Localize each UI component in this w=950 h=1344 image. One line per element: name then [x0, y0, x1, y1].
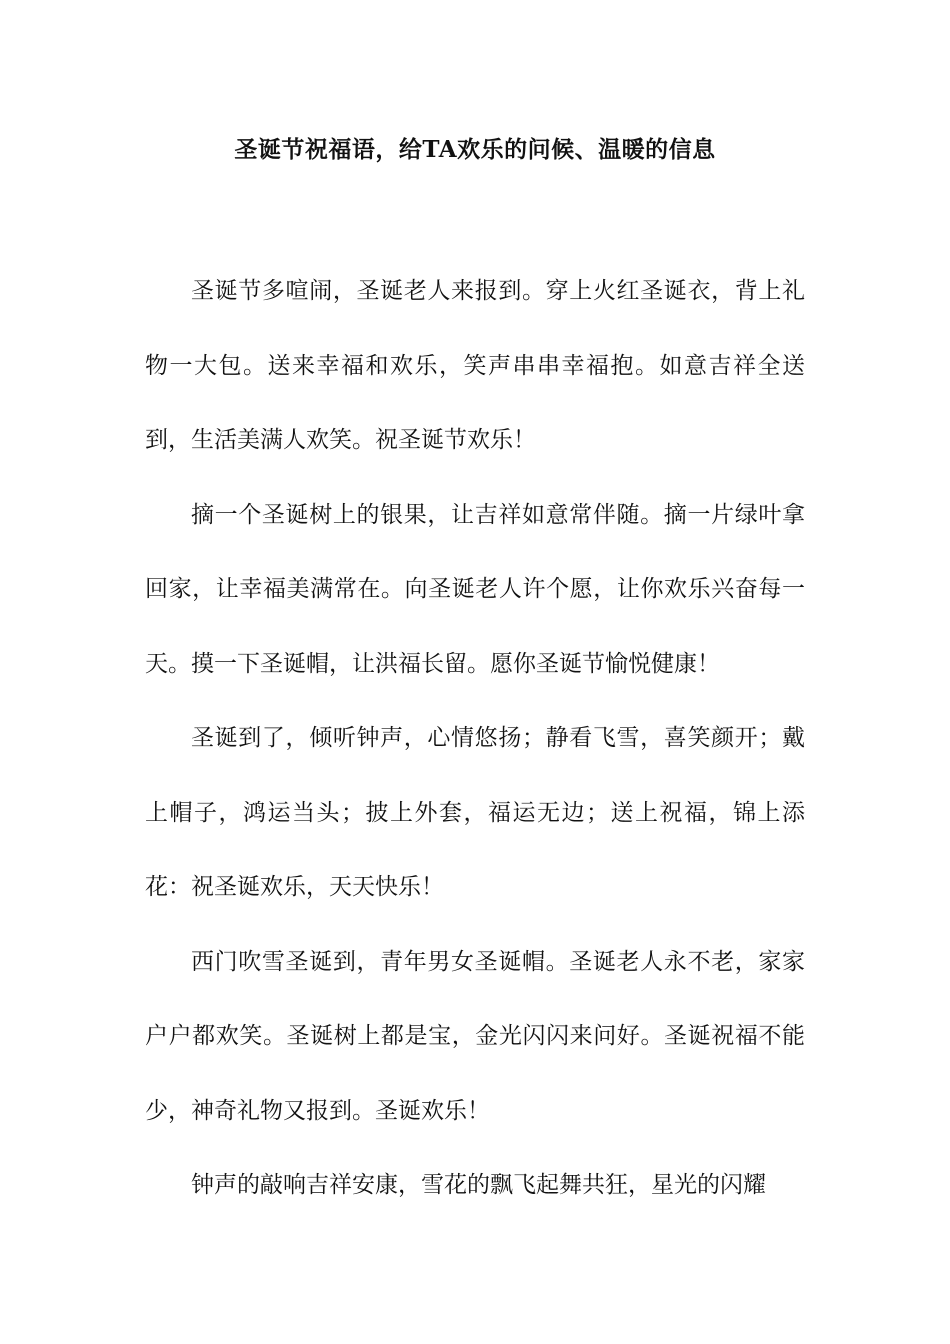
document-title: 圣诞节祝福语，给TA欢乐的问候、温暖的信息: [234, 136, 716, 163]
document-body: [145, 254, 805, 1223]
paragraph-4: 西门吹雪圣诞到，青年男女圣诞帽。圣诞老人永不老，家家户户都欢笑。圣诞树上都是宝，金光闪闪来问好。圣诞祝福不能少，神奇礼物又报到。圣诞欢乐！: [145, 948, 805, 1124]
paragraph-1: 圣诞节多喧闹，圣诞老人来报到。穿上火红圣诞衣，背上礼物一大包。送来幸福和欢乐，笑声串串幸福抱。如意吉祥全送到，生活美满人欢笑。祝圣诞节欢乐！: [145, 278, 805, 453]
paragraph-3: 圣诞到了，倾听钟声，心情悠扬；静看飞雪，喜笑颜开；戴上帽子，鸿运当头；披上外套，福运无边；送上祝福，锦上添花：祝圣诞欢乐，天天快乐！: [145, 725, 805, 900]
paragraph-2: 摘一个圣诞树上的银果，让吉祥如意常伴随。摘一片绿叶拿回家，让幸福美满常在。向圣诞老人许个愿，让你欢乐兴奋每一天。摸一下圣诞帽，让洪福长留。愿你圣诞节愉悦健康！: [145, 501, 805, 677]
paragraph-5: 钟声的敲响吉祥安康，雪花的飘飞起舞共狂，星光的闪耀: [191, 1172, 766, 1198]
